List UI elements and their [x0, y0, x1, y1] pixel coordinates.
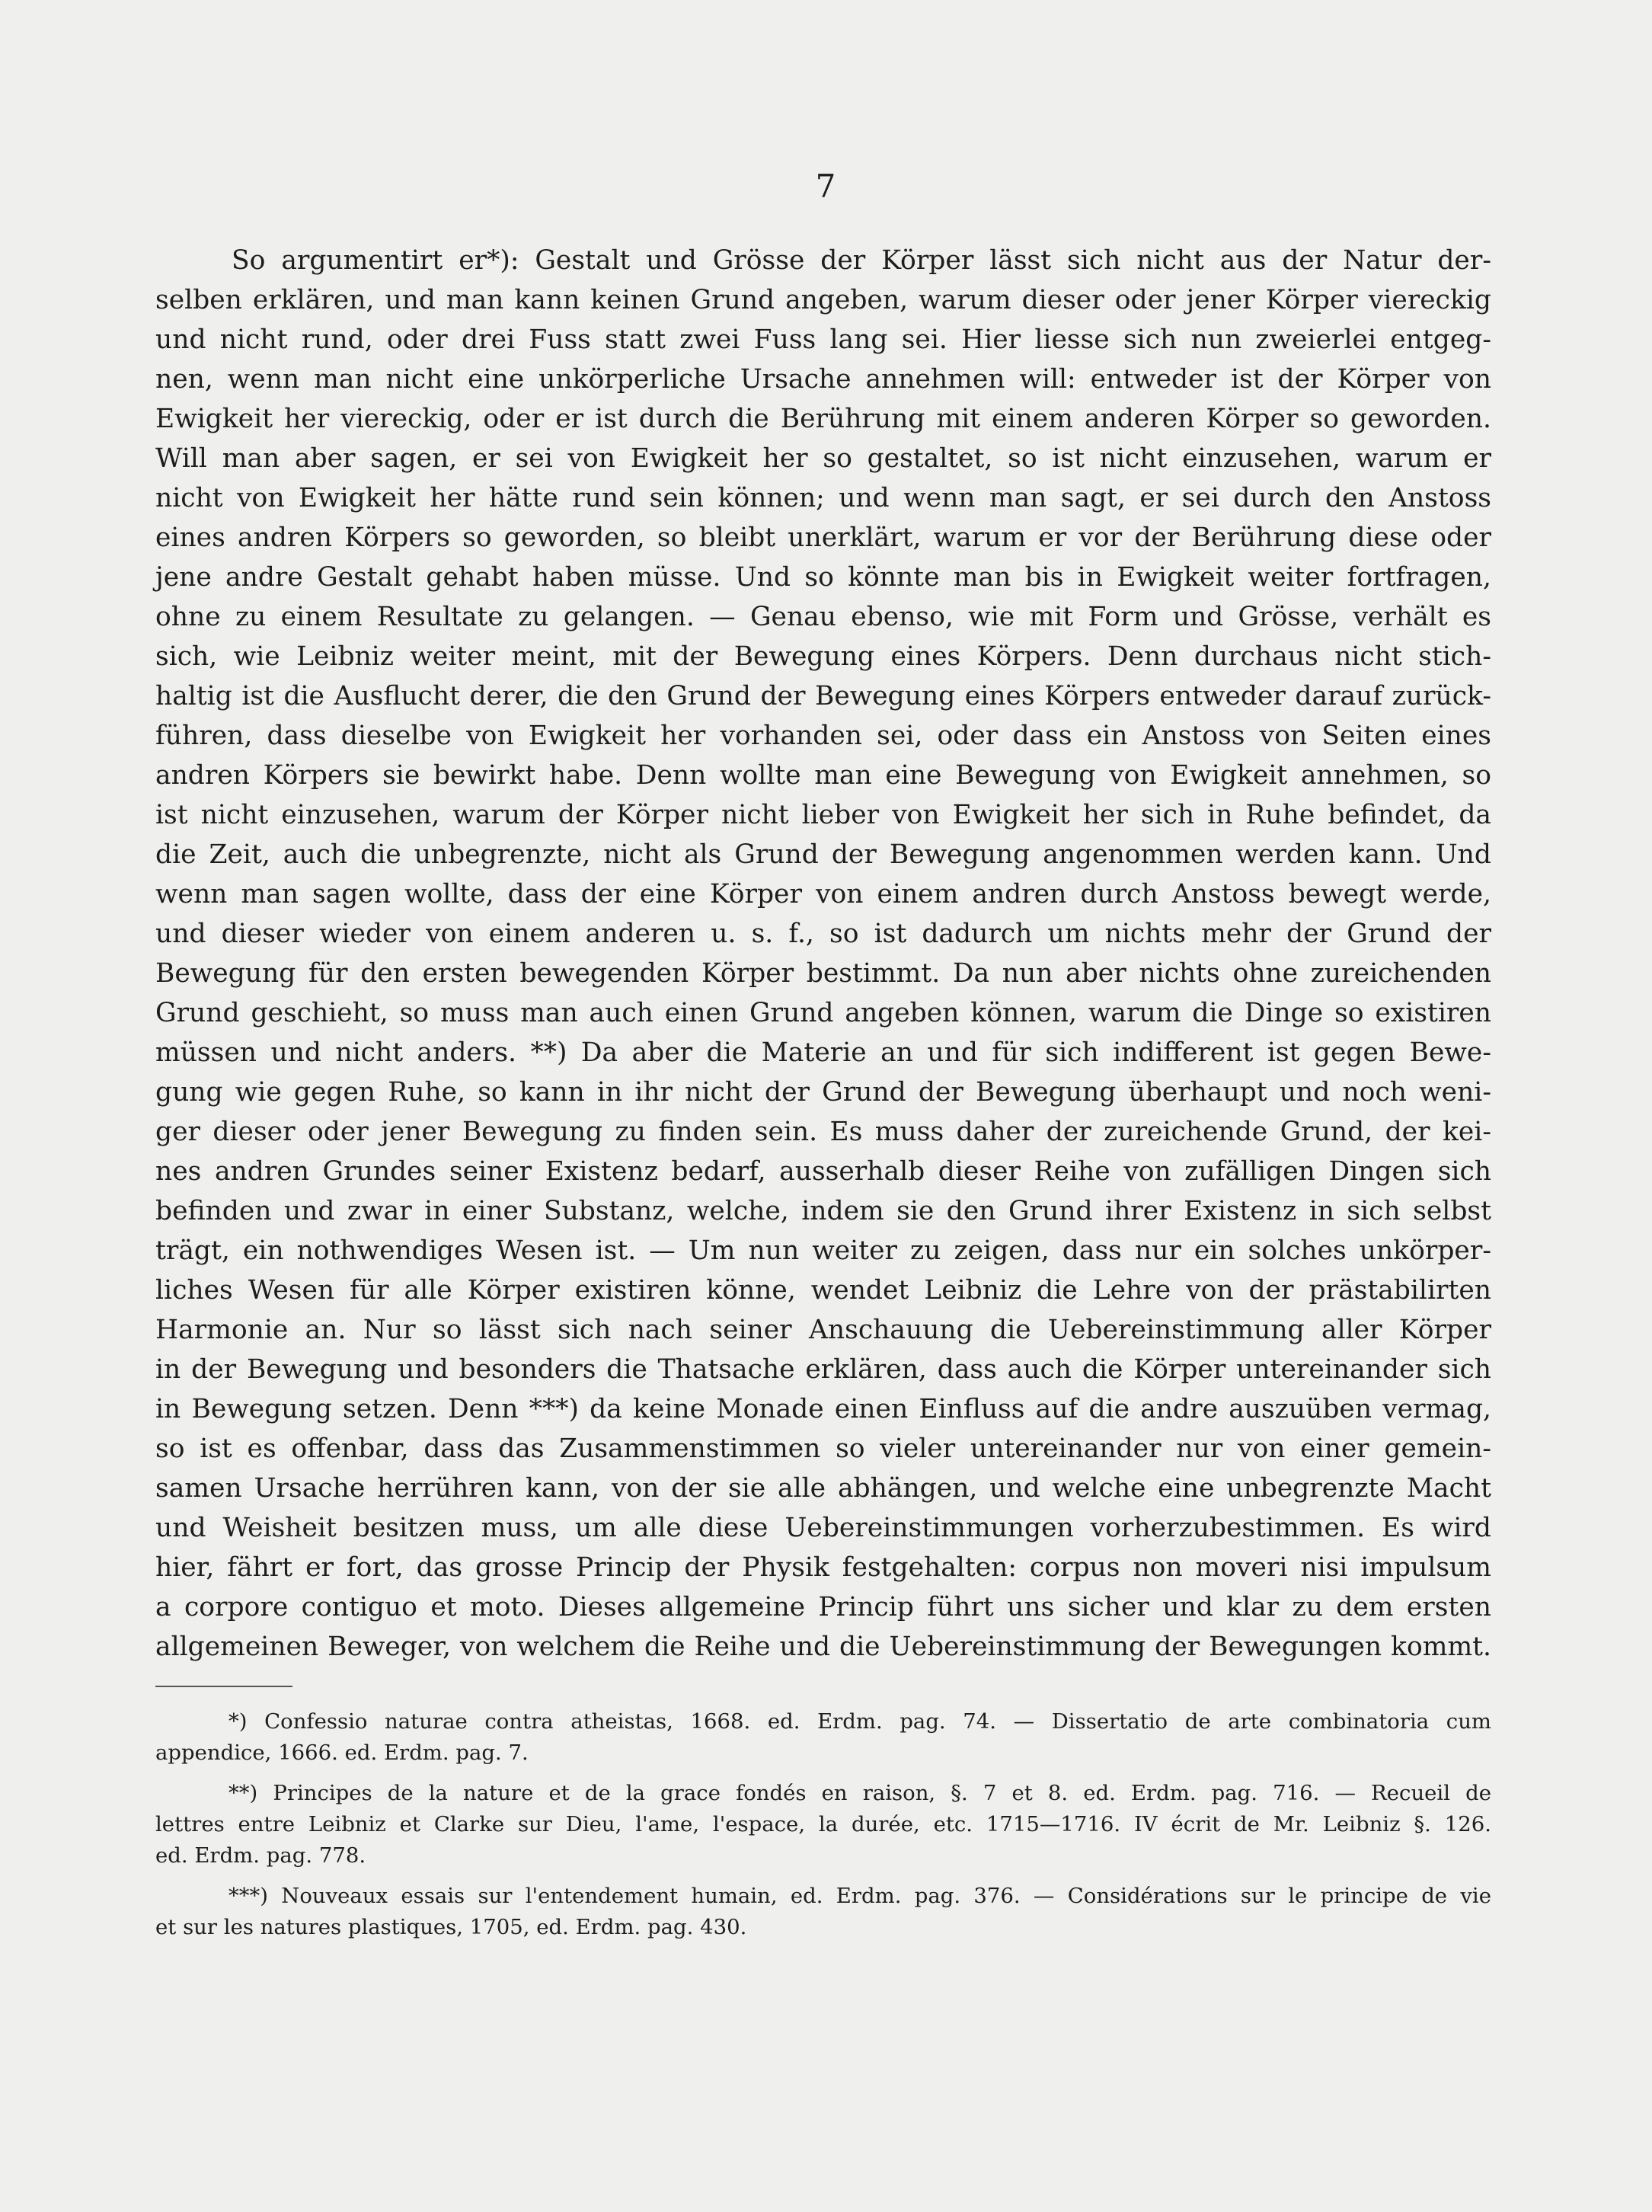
footnote-line: lettres entre Leibniz et Clarke sur Dieu, l'ame, l'espace, la durée, etc. 1715—1716. IV écrit de Mr. Leibniz §. 126. [155, 1812, 1491, 1836]
body-line: gung wie gegen Ruhe, so kann in ihr nicht der Grund der Bewegung überhaupt und noch weni- [155, 1077, 1491, 1108]
body-line: wenn man sagen wollte, dass der eine Körper von einem andren durch Anstoss bewegt werde, [155, 879, 1491, 909]
body-line: eines andren Körpers so geworden, so bleibt unerklärt, warum er vor der Berührung diese oder [155, 523, 1491, 553]
page-number: 7 [815, 168, 837, 205]
footnote-separator [155, 1686, 292, 1687]
body-line: Will man aber sagen, er sei von Ewigkeit her so gestaltet, so ist nicht einzusehen, warum er [155, 443, 1491, 474]
footnote-line: appendice, 1666. ed. Erdm. pag. 7. [155, 1741, 529, 1765]
body-line: müssen und nicht anders. **) Da aber die Materie an und für sich indifferent ist gegen Bewe- [155, 1037, 1491, 1068]
body-line: haltig ist die Ausflucht derer, die den Grund der Bewegung eines Körpers entweder darauf zurück- [155, 681, 1491, 711]
body-line: die Zeit, auch die unbegrenzte, nicht als Grund der Bewegung angenommen werden kann. Und [155, 839, 1491, 870]
body-line: Ewigkeit her viereckig, oder er ist durch die Berührung mit einem anderen Körper so geworden. [155, 404, 1491, 434]
body-line: nicht von Ewigkeit her hätte rund sein können; und wenn man sagt, er sei durch den Anstoss [155, 483, 1491, 513]
body-line: So argumentirt er*): Gestalt und Grösse der Körper lässt sich nicht aus der Natur der- [232, 245, 1491, 276]
body-line: und dieser wieder von einem anderen u. s. f., so ist dadurch um nichts mehr der Grund der [155, 919, 1491, 949]
body-line: und nicht rund, oder drei Fuss statt zwei Fuss lang sei. Hier liesse sich nun zweierlei entgeg- [155, 324, 1491, 355]
footnote-2 [155, 1778, 1491, 1872]
footnote-line: et sur les natures plastiques, 1705, ed. Erdm. pag. 430. [155, 1915, 747, 1939]
body-line: nes andren Grundes seiner Existenz bedarf, ausserhalb dieser Reihe von zufälligen Dingen sich [155, 1156, 1491, 1187]
footnote-line: ed. Erdm. pag. 778. [155, 1843, 366, 1868]
body-line: jene andre Gestalt gehabt haben müsse. Und so könnte man bis in Ewigkeit weiter fortfragen, [155, 562, 1491, 593]
body-line: Harmonie an. Nur so lässt sich nach seiner Anschauung die Uebereinstimmung aller Körper [155, 1315, 1491, 1345]
body-line: ger dieser oder jener Bewegung zu finden sein. Es muss daher der zureichende Grund, der kei- [155, 1117, 1491, 1147]
footnote-3 [155, 1881, 1491, 1943]
body-line: führen, dass dieselbe von Ewigkeit her vorhanden sei, oder dass ein Anstoss von Seiten eines [155, 721, 1491, 751]
body-line: befinden und zwar in einer Substanz, welche, indem sie den Grund ihrer Existenz in sich selbst [155, 1196, 1491, 1226]
body-line: in Bewegung setzen. Denn ***) da keine Monade einen Einfluss auf die andre auszuüben vermag, [155, 1394, 1491, 1424]
body-line: so ist es offenbar, dass das Zusammenstimmen so vieler untereinander nur von einer gemein- [155, 1434, 1491, 1464]
body-line: in der Bewegung und besonders die Thatsache erklären, dass auch die Körper untereinander sich [155, 1354, 1491, 1385]
body-line: allgemeinen Beweger, von welchem die Reihe und die Uebereinstimmung der Bewegungen kommt. [155, 1632, 1491, 1662]
footnote-line: **) Principes de la nature et de la grace fondés en raison, §. 7 et 8. ed. Erdm. pag. 716. — Recueil de [228, 1781, 1491, 1805]
body-line: Bewegung für den ersten bewegenden Körper bestimmt. Da nun aber nichts ohne zureichenden [155, 958, 1491, 989]
body-line: a corpore contiguo et moto. Dieses allgemeine Princip führt uns sicher und klar zu dem ersten [155, 1592, 1491, 1622]
footnote-1 [155, 1706, 1491, 1769]
footnote-line: *) Confessio naturae contra atheistas, 1668. ed. Erdm. pag. 74. — Dissertatio de arte combinatoria cum [228, 1709, 1491, 1734]
footnote-line: ***) Nouveaux essais sur l'entendement humain, ed. Erdm. pag. 376. — Considérations sur le principe de vie [228, 1884, 1491, 1908]
body-line: selben erklären, und man kann keinen Grund angeben, warum dieser oder jener Körper viereckig [155, 285, 1491, 315]
body-line: Grund geschieht, so muss man auch einen Grund angeben können, warum die Dinge so existiren [155, 998, 1491, 1028]
body-line: liches Wesen für alle Körper existiren könne, wendet Leibniz die Lehre von der prästabilirten [155, 1275, 1491, 1306]
body-line: hier, fährt er fort, das grosse Princip der Physik festgehalten: corpus non moveri nisi impulsum [155, 1552, 1491, 1583]
body-line: samen Ursache herrühren kann, von der sie alle abhängen, und welche eine unbegrenzte Macht [155, 1473, 1491, 1504]
body-text [155, 241, 1491, 1667]
body-line: ohne zu einem Resultate zu gelangen. — Genau ebenso, wie mit Form und Grösse, verhält es [155, 602, 1491, 632]
body-line: trägt, ein nothwendiges Wesen ist. — Um nun weiter zu zeigen, dass nur ein solches unkörper- [155, 1235, 1491, 1266]
footnotes [155, 1706, 1491, 1943]
body-line: ist nicht einzusehen, warum der Körper nicht lieber von Ewigkeit her sich in Ruhe befindet, da [155, 800, 1491, 830]
body-line: sich, wie Leibniz weiter meint, mit der Bewegung eines Körpers. Denn durchaus nicht stich- [155, 641, 1491, 672]
body-line: nen, wenn man nicht eine unkörperliche Ursache annehmen will: entweder ist der Körper von [155, 364, 1491, 395]
body-line: und Weisheit besitzen muss, um alle diese Uebereinstimmungen vorherzubestimmen. Es wird [155, 1513, 1491, 1543]
body-line: andren Körpers sie bewirkt habe. Denn wollte man eine Bewegung von Ewigkeit annehmen, so [155, 760, 1491, 791]
